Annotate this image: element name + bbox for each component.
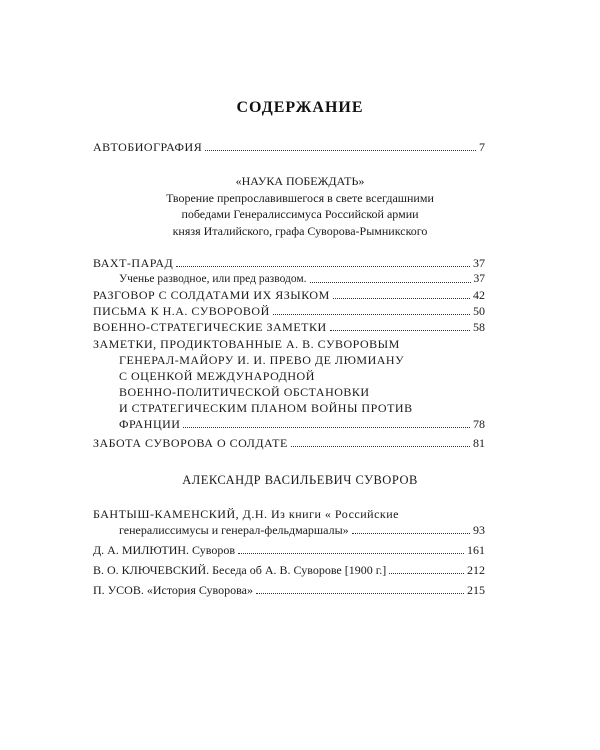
toc-entry-label: РАЗГОВОР С СОЛДАТАМИ ИХ ЯЗЫКОМ xyxy=(93,288,330,302)
toc-entry-page: 78 xyxy=(473,417,485,431)
dot-leader xyxy=(310,282,471,283)
dot-leader xyxy=(352,533,470,534)
toc-entry-page: 7 xyxy=(479,140,485,154)
toc-entry-label-line: ФРАНЦИИ xyxy=(119,417,181,431)
toc-entry-label: В. О. КЛЮЧЕВСКИЙ. Беседа об А. В. Суворове [1900 г.] xyxy=(93,563,387,577)
toc-entry-vakht-parad[interactable] xyxy=(93,255,485,271)
toc-entry-label: ПИСЬМА К Н.А. СУВОРОВОЙ xyxy=(93,304,270,318)
toc-entry-label: П. УСОВ. «История Суворова» xyxy=(93,583,253,597)
dot-leader xyxy=(183,427,470,428)
toc-entry-page: 37 xyxy=(473,273,485,285)
toc-entry-label: АВТОБИОГРАФИЯ xyxy=(93,140,203,154)
section-title: АЛЕКСАНДР ВАСИЛЬЕВИЧ СУВОРОВ xyxy=(182,473,418,487)
toc-entry-bantysh[interactable] xyxy=(93,506,485,538)
toc-entry-label-line: ГЕНЕРАЛ-МАЙОРУ И. И. ПРЕВО ДЕ ЛЮМИАНУ xyxy=(119,353,405,367)
toc-entry-klyuchevsky[interactable] xyxy=(93,562,485,578)
toc-entry-label: Ученье разводное, или пред разводом. xyxy=(119,273,307,285)
toc-block-autobiography xyxy=(93,139,485,155)
toc-block-main xyxy=(93,255,485,451)
dot-leader xyxy=(238,553,464,554)
toc-block-section xyxy=(93,506,485,598)
science-title: «НАУКА ПОБЕЖДАТЬ» xyxy=(235,174,365,188)
contents-heading: СОДЕРЖАНИЕ xyxy=(236,99,364,116)
toc-entry-label-line: И СТРАТЕГИЧЕСКИМ ПЛАНОМ ВОЙНЫ ПРОТИВ xyxy=(119,401,413,415)
toc-entry-label: ЗАБОТА СУВОРОВА О СОЛДАТЕ xyxy=(93,436,288,450)
toc-entry-strategic-notes[interactable] xyxy=(93,319,485,335)
toc-entry-care[interactable] xyxy=(93,435,485,451)
toc-entry-pisma[interactable] xyxy=(93,303,485,319)
toc-entry-uchenie[interactable] xyxy=(93,271,485,287)
dot-leader xyxy=(330,330,470,331)
toc-entry-page: 50 xyxy=(473,304,485,318)
dot-leader xyxy=(291,446,470,447)
dot-leader xyxy=(256,593,464,594)
toc-entry-page: 212 xyxy=(467,563,485,577)
toc-entry-label-line: БАНТЫШ-КАМЕНСКИЙ, Д.Н. Из книги « Российские xyxy=(93,507,399,521)
toc-entry-autobiography[interactable] xyxy=(93,139,485,155)
dot-leader xyxy=(273,314,470,315)
toc-entry-page: 161 xyxy=(467,543,485,557)
toc-entry-page: 37 xyxy=(473,256,485,270)
toc-entry-dictated-notes[interactable] xyxy=(93,336,485,432)
toc-entry-label-line: С ОЦЕНКОЙ МЕЖДУНАРОДНОЙ xyxy=(119,369,315,383)
toc-entry-page: 215 xyxy=(467,583,485,597)
science-block xyxy=(0,173,600,239)
toc-entry-razgovor[interactable] xyxy=(93,287,485,303)
toc-entry-milyutin[interactable] xyxy=(93,542,485,558)
dot-leader xyxy=(205,150,476,151)
toc-entry-page: 42 xyxy=(473,288,485,302)
science-description-line: победами Генералиссимуса Российской армии xyxy=(181,207,419,221)
toc-entry-label-line: генералиссимусы и генерал-фельдмаршалы» xyxy=(119,523,349,537)
dot-leader xyxy=(389,573,464,574)
toc-entry-last-line xyxy=(93,416,485,432)
toc-entry-page: 93 xyxy=(473,523,485,537)
dot-leader xyxy=(176,266,470,267)
toc-entry-label-line: ЗАМЕТКИ, ПРОДИКТОВАННЫЕ А. В. СУВОРОВЫМ xyxy=(93,337,400,351)
toc-entry-page: 81 xyxy=(473,436,485,450)
science-description-line: князя Италийского, графа Суворова-Рымникского xyxy=(172,223,428,238)
toc-entry-label: ВАХТ-ПАРАД xyxy=(93,256,174,270)
science-description-line: Творение препрославившегося в свете всегдашними xyxy=(166,190,434,205)
toc-entry-label: Д. А. МИЛЮТИН. Суворов xyxy=(93,543,235,557)
toc-entry-last-line xyxy=(93,522,485,538)
toc-entry-label: ВОЕННО-СТРАТЕГИЧЕСКИЕ ЗАМЕТКИ xyxy=(93,320,327,334)
toc-entry-page: 58 xyxy=(473,320,485,334)
toc-entry-usov[interactable] xyxy=(93,582,485,598)
dot-leader xyxy=(333,298,470,299)
toc-entry-label-line: ВОЕННО-ПОЛИТИЧЕСКОЙ ОБСТАНОВКИ xyxy=(119,385,370,399)
